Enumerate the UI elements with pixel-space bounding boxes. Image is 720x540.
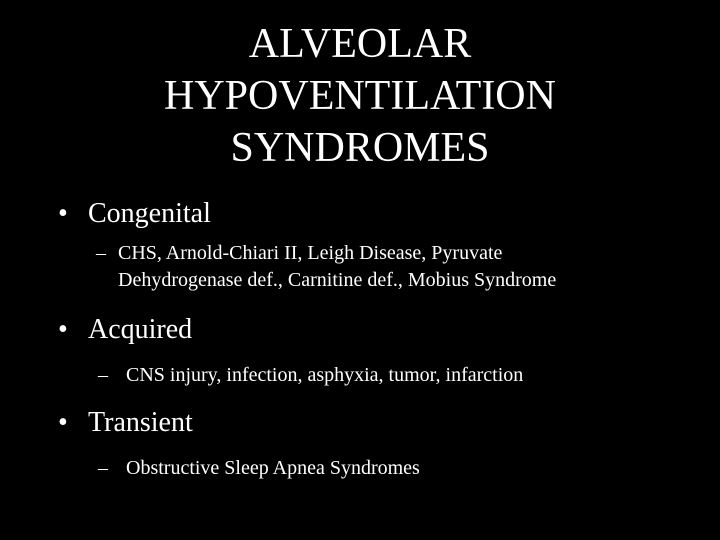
sub-bullet-line-1: Obstructive Sleep Apnea Syndromes [126, 457, 420, 479]
sub-bullet-line-2: Dehydrogenase def., Carnitine def., Mobius Syndrome [118, 269, 557, 291]
title-line-1: ALVEOLAR [248, 21, 472, 67]
slide-title [0, 18, 720, 174]
sub-bullet-line-1: CHS, Arnold-Chiari II, Leigh Disease, Pyruvate [118, 242, 503, 264]
bullet-icon: • [58, 407, 68, 438]
dash-icon: – [98, 364, 108, 386]
sub-bullet-congenital [58, 240, 698, 294]
bullet-label: Acquired [88, 314, 193, 345]
bullet-icon: • [58, 198, 68, 229]
sub-bullet-acquired [58, 362, 698, 389]
dash-icon: – [96, 242, 106, 264]
dash-icon: – [98, 457, 108, 479]
title-line-3: SYNDROMES [230, 125, 490, 171]
title-line-2: HYPOVENTILATION [164, 73, 556, 119]
bullet-label: Transient [88, 407, 193, 438]
slide-body [58, 196, 698, 482]
bullet-transient [58, 405, 698, 441]
sub-bullet-transient [58, 455, 698, 482]
sub-bullet-line-1: CNS injury, infection, asphyxia, tumor, infarction [126, 364, 524, 386]
bullet-congenital [58, 196, 698, 232]
bullet-icon: • [58, 314, 68, 345]
bullet-label: Congenital [88, 198, 211, 229]
bullet-acquired [58, 312, 698, 348]
